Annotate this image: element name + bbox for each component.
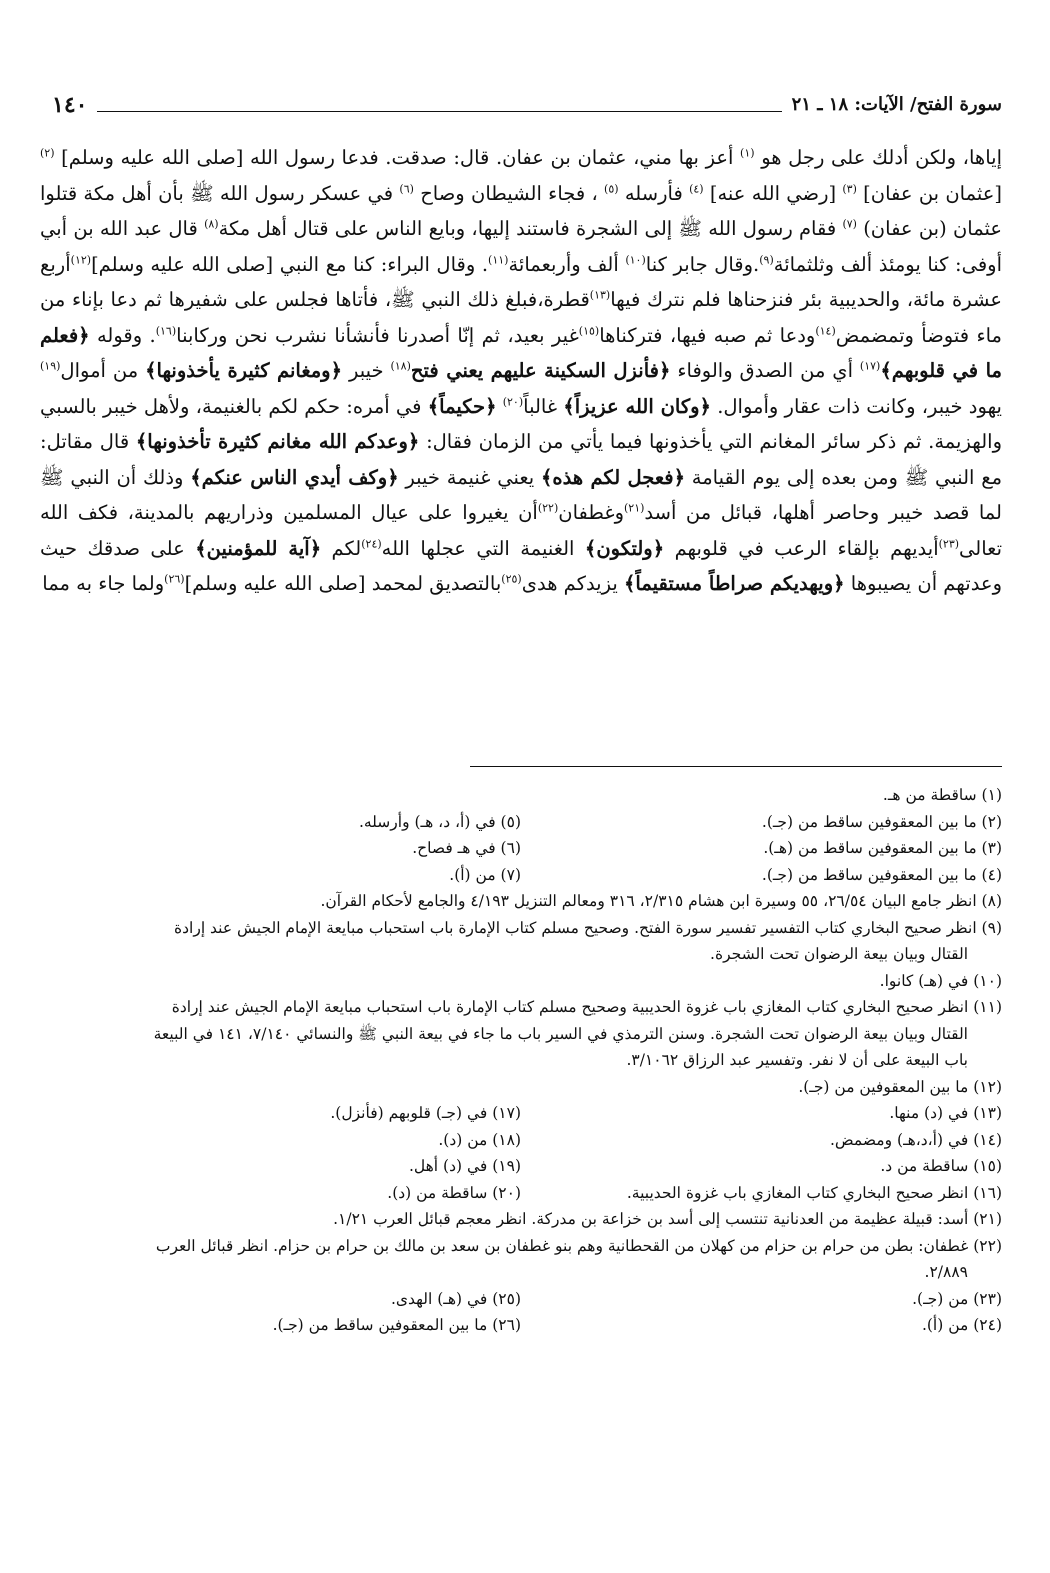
text-run: في عسكر رسول الله ﷺ بأن أهل مكة قتلوا عثمان (بن عفان) <box>40 181 1002 240</box>
quran-quote: ﴿فعلم ما في قلوبهم﴾ <box>40 323 1002 382</box>
footnote-row <box>40 862 1002 889</box>
quran-quote: ﴿ويهديكم صراطاً مستقيماً﴾ <box>624 572 845 595</box>
footnote-marker: (٧) <box>842 217 857 231</box>
quran-quote: ﴿وكف أيدي الناس عنكم﴾ <box>190 465 399 489</box>
quran-quote: ﴿وكان الله عزيزاً﴾ <box>563 394 711 418</box>
text-run: يعني غنيمة خيبر <box>405 465 535 489</box>
footnote: (٨) انظر جامع البيان ٢٦/٥٤، ٥٥ وسيرة ابن هشام ٢/٣١٥، ٣١٦ ومعالم التنزيل ٤/١٩٣ والجامع لأحكام القرآن. <box>320 892 1002 910</box>
text-run: أربع عشرة مائة، والحديبية بئر فنزحناها فلم نترك فيها <box>40 252 1002 311</box>
text-run: [عثمان بن عفان] <box>863 181 1003 205</box>
text-run: الغنيمة التي عجلها الله <box>381 536 575 560</box>
footnote: (٥) في (أ، د، هـ) وأرسله. <box>358 812 521 831</box>
footnote-row <box>40 1100 1002 1127</box>
footnote-marker: (١٣) <box>589 288 611 302</box>
footnote-marker: (٢٤) <box>361 537 382 550</box>
footnote-marker: (١٨) <box>390 359 411 373</box>
footnote-row <box>40 835 1002 862</box>
text-run: بالتصديق لمحمد [صلى الله عليه وسلم] <box>184 572 502 595</box>
footnote-row <box>40 1312 1002 1339</box>
footnote-row <box>40 1180 1002 1207</box>
footnote: (٤) ما بين المعقوفين ساقط من (جـ). <box>761 865 1002 884</box>
footnote-continuation: باب البيعة على أن لا نفر. وتفسير عبد الرزاق ٣/١٠٦٢. <box>626 1051 968 1069</box>
footnote: (١٤) في (أ،د،هـ) ومضمض. <box>829 1130 1002 1149</box>
footnote: (٧) من (أ). <box>449 865 521 884</box>
text-run: خيبر <box>348 359 384 382</box>
footnote-marker: (٢٠) <box>502 395 524 408</box>
footnote-marker: (١١) <box>488 253 509 266</box>
quran-quote: ﴿حكيماً﴾ <box>427 394 497 418</box>
footnote-continuation: القتال وبيان بيعة الرضوان تحت الشجرة. <box>710 945 968 963</box>
footnote: (١٢) ما بين المعقوفين من (جـ). <box>798 1077 1002 1096</box>
footnote-separator <box>470 766 1002 767</box>
text-run: أن يغيروا على عيال المسلمين وذراريهم بالمدينة، فكف الله تعالى <box>40 501 1003 560</box>
text-run: من أموال <box>60 359 139 382</box>
footnote: (١٠) في (هـ) كانوا. <box>879 971 1002 990</box>
footnote-marker: (٢٣) <box>938 537 960 550</box>
text-run: فقام رسول الله ﷺ إلى الشجرة فاستند إليها، وبايع الناس على قتال أهل مكة <box>218 217 837 240</box>
footnote-marker: (١) <box>740 146 755 160</box>
page-number: ١٤٠ <box>52 92 88 118</box>
footnotes <box>40 782 1002 1339</box>
page-header <box>40 84 1002 118</box>
footnote-marker: (١٠) <box>625 253 646 266</box>
footnote-blank <box>40 782 521 809</box>
footnote-continuation: ٢/٨٨٩. <box>924 1263 968 1281</box>
footnote: (١١) انظر صحيح البخاري كتاب المغازي باب غزوة الحديبية وصحيح مسلم كتاب الإمارة باب استحباب مبايعة الإمام الجيش عند إرادة <box>171 998 1002 1016</box>
main-text <box>40 140 1002 602</box>
footnote: (٢١) أسد: قبيلة عظيمة من العدنانية تنتسب إلى أسد بن خزاعة بن مدركة. انظر معجم قبائل العرب ١/٢١. <box>333 1210 1002 1228</box>
text-run: ، فجاء الشيطان وصاح <box>420 181 598 205</box>
footnote: (٢٢) غطفان: بطن من حرام بن حزام من كهلان من القحطانية وهم بنو غطفان بن سعد بن مالك بن حرام بن حزام. انظر قبائل العرب <box>155 1236 1002 1255</box>
footnote-row <box>40 809 1002 836</box>
footnote-row <box>40 1153 1002 1180</box>
body-paragraph <box>40 140 1002 602</box>
text-run: . وقال البراء: كنا مع النبي [صلى الله عليه وسلم] <box>91 252 489 276</box>
footnote-marker: (١٧) <box>859 359 881 373</box>
footnote-marker: (٢٢) <box>537 501 559 515</box>
text-run: [رضي الله عنه] <box>709 181 837 205</box>
text-run: يزيدكم هدى <box>521 572 618 595</box>
footnote: (٢٦) ما بين المعقوفين ساقط من (جـ). <box>272 1316 521 1334</box>
footnote-row <box>40 1127 1002 1154</box>
quran-quote: ﴿فعجل لكم هذه﴾ <box>540 465 686 489</box>
footnote: (١٨) من (د). <box>438 1130 521 1149</box>
quran-quote: ﴿فأنزل السكينة عليهم يعني فتح <box>410 359 671 382</box>
text-run: لكم <box>331 536 362 560</box>
footnote: (٦) في هـ فصاح. <box>412 839 521 857</box>
footnote: (٢٤) من (أ). <box>921 1316 1002 1334</box>
footnote: (١) ساقطة من هـ. <box>882 786 1002 804</box>
text-run: وذلك أن النبي ﷺ لما قصد خيبر وحاصر أهلها، قبائل من أسد <box>40 465 1002 524</box>
text-run: أيديهم بإلقاء الرعب في قلوبهم <box>674 536 939 560</box>
footnote-marker: (٤) <box>689 182 704 195</box>
text-run: في أمره: حكم لكم بالغنيمة، ولأهل خيبر بالسبي والهزيمة. ثم ذكر سائر المغانم التي يأخذونها فيما يأتي من الزمان فقال: <box>40 394 1002 453</box>
text-run: فأرسله <box>624 181 683 205</box>
text-run: يهود خيبر، وكانت ذات عقار وأموال. <box>717 394 1002 418</box>
quran-quote: ﴿ومغانم كثيرة يأخذونها﴾ <box>145 359 343 382</box>
text-run: .وقال جابر كنا <box>645 252 760 276</box>
text-run: . وقوله <box>96 323 156 347</box>
footnote-marker: (١٦) <box>155 324 177 337</box>
quran-quote: ﴿وعدكم الله مغانم كثيرة تأخذونها﴾ <box>135 430 420 453</box>
text-run: وغطفان <box>558 501 624 524</box>
running-head: سورة الفتح/ الآيات: ١٨ ـ ٢١ <box>791 94 1002 115</box>
footnote-marker: (٢٦) <box>164 572 185 586</box>
text-run: أعز بها مني، عثمان بن عفان. قال: صدقت. فدعا رسول الله [صلى الله عليه وسلم] <box>61 146 734 169</box>
footnote: (١٩) في (د) أهل. <box>408 1157 521 1175</box>
text-run: ودعا ثم صبه فيها، فتركناها <box>599 323 816 347</box>
header-rule <box>97 111 781 112</box>
text-run: قطرة،فبلغ ذلك النبي ﷺ، فأتاها فجلس على شفيرها ثم دعا بإناء من ماء فتوضأ وتمضمض <box>40 288 1003 347</box>
footnote: (١٥) ساقطة من د. <box>880 1157 1002 1175</box>
text-run: على صدقك حيث وعدتهم أن يصيبوها <box>40 536 1002 595</box>
footnote-marker: (٨) <box>204 217 219 231</box>
text-run: قال عبد الله بن أبي أوفى: كنا يومئذ ألف وثلثمائة <box>40 217 1002 276</box>
footnote-row <box>40 1286 1002 1313</box>
footnote-marker: (٢١) <box>624 501 645 515</box>
footnote-marker: (٩) <box>759 253 774 266</box>
footnote: (٢٣) من (جـ). <box>912 1289 1002 1308</box>
footnote: (٣) ما بين المعقوفين ساقط من (هـ). <box>763 839 1002 857</box>
text-run: غالباً <box>523 394 558 418</box>
footnote-marker: (١٢) <box>70 253 92 266</box>
footnote: (٩) انظر صحيح البخاري كتاب التفسير تفسير سورة الفتح. وصحيح مسلم كتاب الإمارة باب استحباب مبايعة الإمام الجيش عند إرادة <box>174 918 1002 937</box>
footnote-marker: (٦) <box>399 182 414 195</box>
footnote: (١٧) في (جـ) قلوبهم (فأنزل). <box>330 1104 521 1122</box>
text-run: أي من الصدق والوفاء <box>677 359 853 382</box>
footnote: (١٣) في (د) منها. <box>889 1104 1002 1122</box>
footnote: (٢٠) ساقطة من (د). <box>387 1183 521 1202</box>
footnote-marker: (٢٥) <box>501 572 522 586</box>
footnote-marker: (١٥) <box>578 324 600 337</box>
footnote: (٢٥) في (هـ) الهدى. <box>390 1289 521 1308</box>
text-run: قال مقاتل: مع النبي ﷺ ومن بعده إلى يوم القيامة <box>40 430 1003 489</box>
footnote: (١٦) انظر صحيح البخاري كتاب المغازي باب غزوة الحديبية. <box>626 1183 1002 1202</box>
text-run: إياها، ولكن أدلك على رجل هو <box>761 146 1002 169</box>
quran-quote: ﴿آية للمؤمنين﴾ <box>195 536 322 560</box>
footnote-marker: (١٩) <box>40 359 61 373</box>
footnote-marker: (٥) <box>604 182 619 195</box>
footnote: (٢) ما بين المعقوفين ساقط من (جـ). <box>761 812 1002 831</box>
footnote-marker: (٢) <box>40 146 55 160</box>
quran-quote: ﴿ولتكون﴾ <box>584 536 665 560</box>
text-run: ولما جاء به مما <box>42 572 165 595</box>
footnote-marker: (٣) <box>842 182 857 195</box>
footnote-marker: (١٤) <box>815 324 836 337</box>
text-run: ألف وأربعمائة <box>508 252 619 276</box>
footnote-continuation: القتال وبيان بيعة الرضوان تحت الشجرة. وسنن الترمذي في السير باب ما جاء في بيعة النبي ﷺ والنسائي ٧/١٤٠، ١٤١ في البيعة <box>153 1024 968 1043</box>
text-run: غير بعيد، ثم إنّا أصدرنا فأنشأنا نشرب نحن وركابنا <box>176 323 579 347</box>
footnote-row <box>40 782 1002 809</box>
